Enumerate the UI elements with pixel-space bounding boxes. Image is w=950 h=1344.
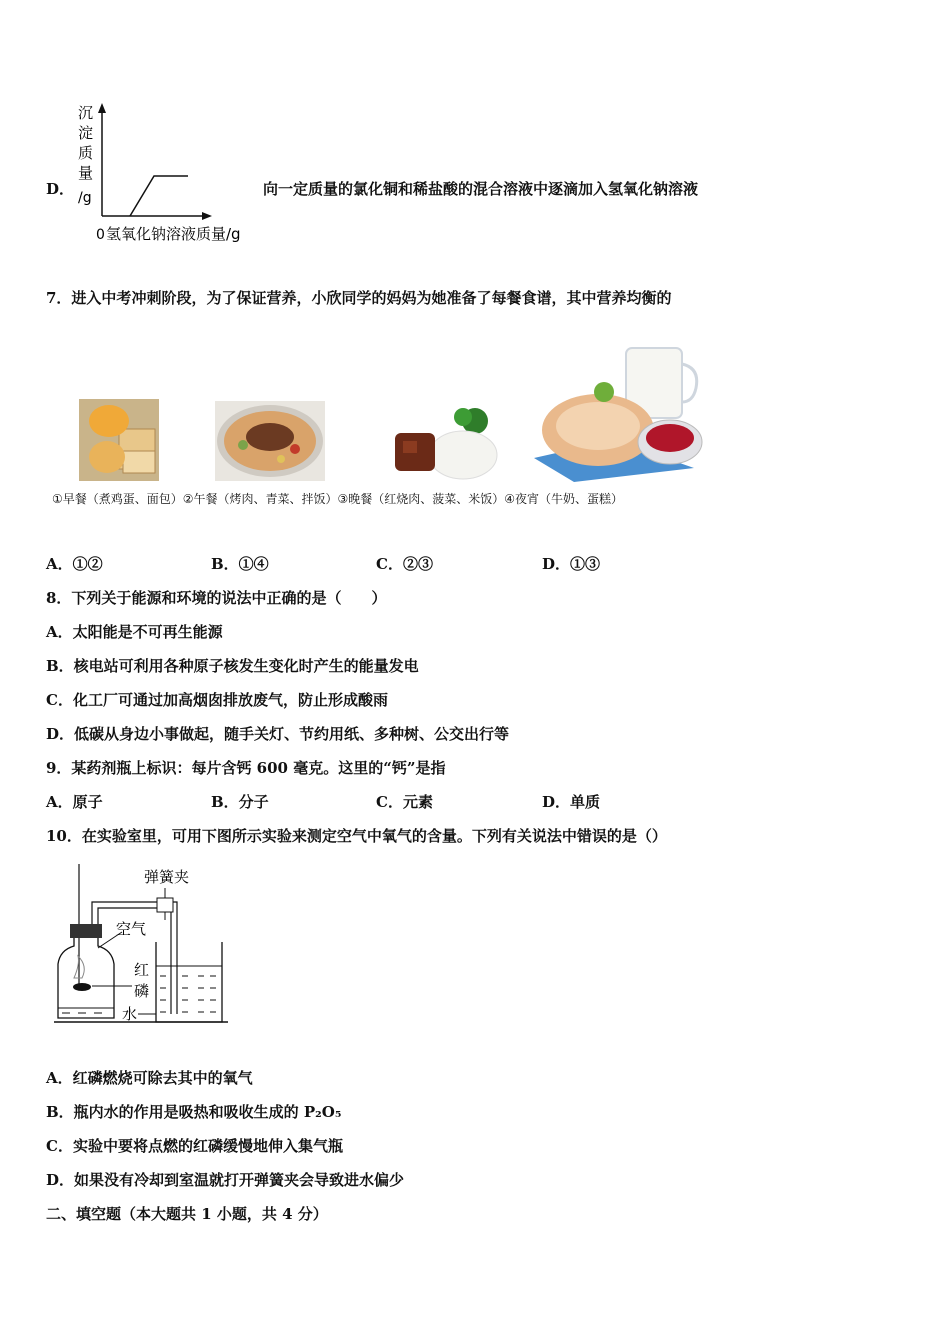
- graph-ylabel-4: 量: [78, 164, 94, 182]
- q10-option-c: C．实验中要将点燃的红磷缓慢地伸入集气瓶: [46, 1137, 343, 1155]
- night-snack-image: [534, 340, 709, 485]
- dinner-image: [389, 405, 499, 483]
- precipitate-graph: [72, 98, 262, 248]
- breakfast-image: [79, 399, 159, 481]
- graph-origin: 0: [96, 227, 105, 243]
- q10-stem: 10．在实验室里，可用下图所示实验来测定空气中氧气的含量。下列有关说法中错误的是（）: [46, 827, 667, 845]
- q8-stem: 8．下列关于能源和环境的说法中正确的是（ ）: [46, 589, 387, 607]
- graph-ylabel-3: 质: [78, 144, 94, 162]
- q9-option-c: C．元素: [376, 793, 433, 811]
- q7-option-c: C．②③: [376, 555, 433, 573]
- q7-option-d: D．①③: [542, 555, 601, 573]
- q8-option-d: D．低碳从身边小事做起，随手关灯、节约用纸、多种树、公交出行等: [46, 725, 510, 743]
- oxygen-experiment-figure: [52, 862, 232, 1027]
- q8-option-c: C．化工厂可通过加高烟囱排放废气，防止形成酸雨: [46, 691, 388, 709]
- q8-option-a: A．太阳能是不可再生能源: [46, 623, 223, 641]
- precipitate-curve: [130, 176, 188, 216]
- q9-option-d: D．单质: [542, 793, 601, 811]
- graph-xlabel: 氢氧化钠溶液质量/g: [106, 225, 241, 243]
- q6-option-d-text: 向一定质量的氯化铜和稀盐酸的混合溶液中逐滴加入氢氧化钠溶液: [263, 180, 699, 198]
- label-spring-clip: 弹簧夹: [144, 868, 190, 886]
- label-water: 水: [122, 1005, 138, 1023]
- q9-stem: 9．某药剂瓶上标识：每片含钙 600 毫克。这里的“钙”是指: [46, 759, 446, 777]
- q9-option-b: B．分子: [211, 793, 269, 811]
- label-phosphorus-2: 磷: [134, 982, 150, 1000]
- label-phosphorus-1: 红: [134, 961, 150, 979]
- q10-option-b: B．瓶内水的作用是吸热和吸收生成的 P₂O₅: [46, 1103, 342, 1121]
- label-air: 空气: [116, 920, 147, 938]
- graph-ylabel-1: 沉: [78, 104, 94, 122]
- section-2-heading: 二、填空题（本大题共 1 小题，共 4 分）: [46, 1205, 328, 1223]
- q7-option-b: B．①④: [211, 555, 269, 573]
- lunch-image: [215, 401, 325, 481]
- q7-stem: 7．进入中考冲刺阶段，为了保证营养，小欣同学的妈妈为她准备了每餐食谱，其中营养均衡的: [46, 289, 672, 307]
- q10-option-d: D．如果没有冷却到室温就打开弹簧夹会导致进水偏少: [46, 1171, 405, 1189]
- q10-option-a: A．红磷燃烧可除去其中的氧气: [46, 1069, 253, 1087]
- q6-option-d-label: D．: [46, 180, 75, 198]
- q7-option-a: A．①②: [46, 555, 103, 573]
- q8-option-b: B．核电站可利用各种原子核发生变化时产生的能量发电: [46, 657, 419, 675]
- q9-option-a: A．原子: [46, 793, 103, 811]
- graph-ylabel-2: 淀: [78, 124, 94, 142]
- graph-yunit: /g: [78, 190, 92, 206]
- q7-caption: ①早餐（煮鸡蛋、面包）②午餐（烤肉、青菜、拌饭）③晚餐（红烧肉、菠菜、米饭）④夜宵（牛奶、蛋糕）: [52, 492, 624, 506]
